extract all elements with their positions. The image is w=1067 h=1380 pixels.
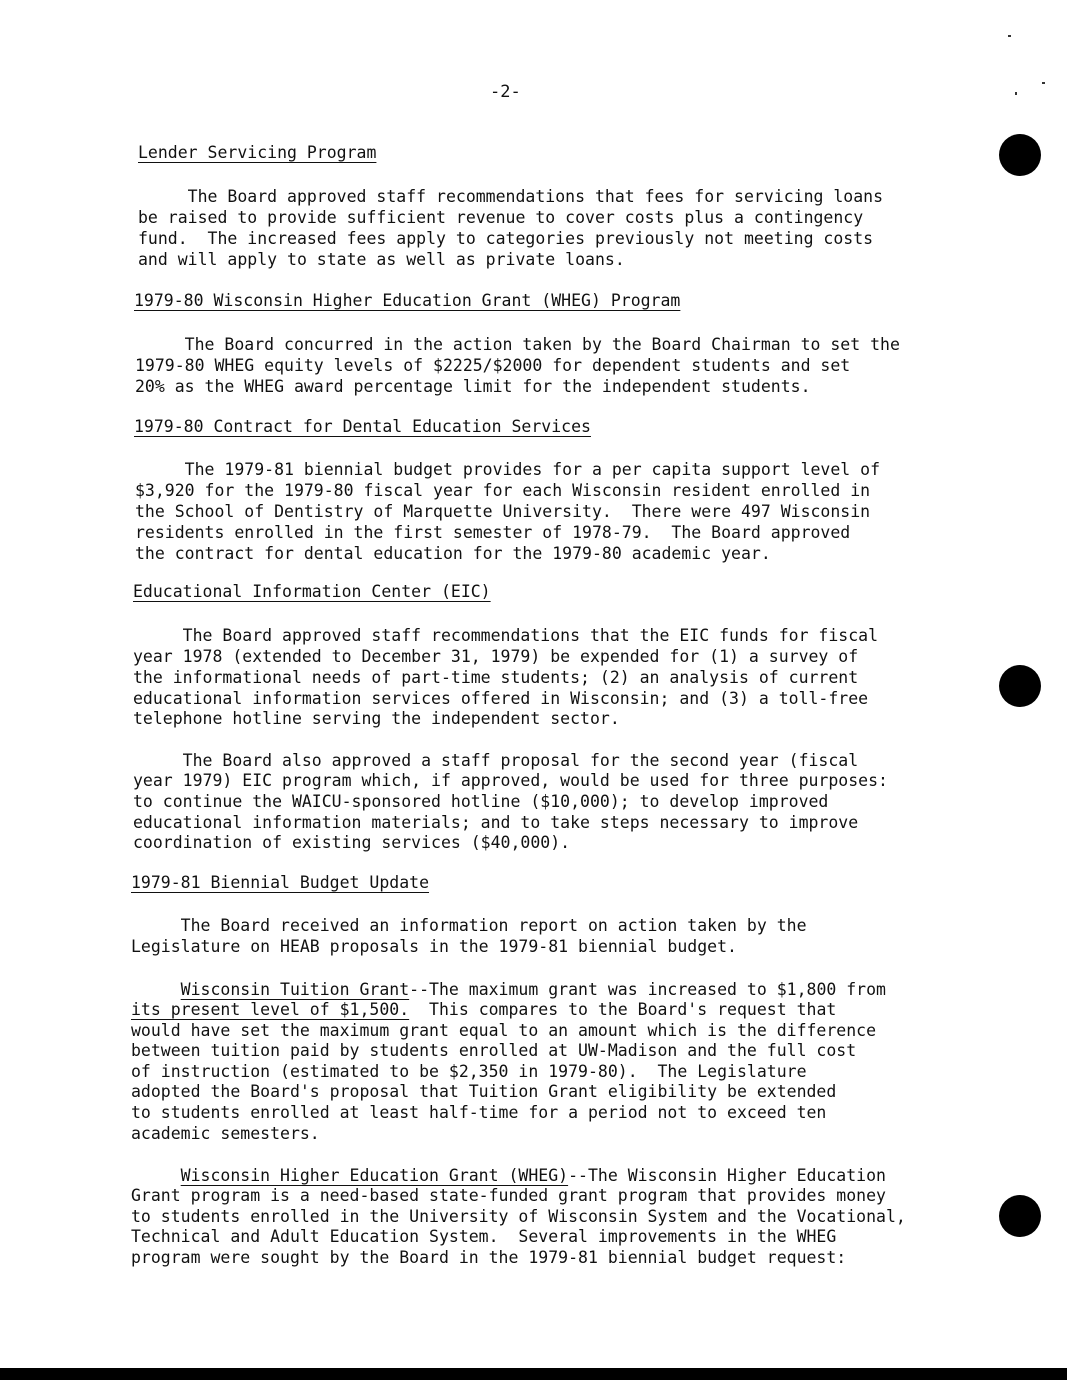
- section-heading-biennial-budget: 1979-81 Biennial Budget Update: [131, 873, 430, 892]
- paragraph-line: of instruction (estimated to be $2,350 in 1979-80). The Legislature: [131, 1062, 807, 1081]
- paragraph-line: The Board approved staff recommendations that the EIC funds for fiscal: [133, 626, 879, 645]
- bottom-scan-border: [0, 1368, 1067, 1380]
- paragraph-line: residents enrolled in the first semester of 1978-79. The Board approved: [135, 523, 851, 542]
- scan-speck: [1015, 92, 1017, 95]
- paragraph-line: to students enrolled in the University of Wisconsin System and the Vocational,: [131, 1207, 906, 1226]
- paragraph-line: fund. The increased fees apply to categories previously not meeting costs: [138, 229, 874, 248]
- scan-speck: [1042, 82, 1045, 84]
- paragraph-line: to students enrolled at least half-time for a period not to exceed ten: [131, 1103, 827, 1122]
- tuition-grant-second-line: [131, 1000, 836, 1019]
- paragraph-line: educational information services offered in Wisconsin; and (3) a toll-free: [133, 689, 869, 708]
- paragraph-line: the contract for dental education for the 1979-80 academic year.: [135, 544, 771, 563]
- punch-hole: [999, 1195, 1041, 1237]
- tuition-grant-second-lead: its present level of $1,500.: [131, 1000, 410, 1019]
- paragraph-line: and will apply to state as well as private loans.: [138, 250, 625, 269]
- wheg-first-rest: --The Wisconsin Higher Education: [568, 1166, 886, 1185]
- paragraph-line: academic semesters.: [131, 1124, 320, 1143]
- paragraph-line: The Board approved staff recommendations that fees for servicing loans: [138, 187, 884, 206]
- paragraph-line: $3,920 for the 1979-80 fiscal year for each Wisconsin resident enrolled in: [135, 481, 871, 500]
- paragraph-line: adopted the Board's proposal that Tuition Grant eligibility be extended: [131, 1082, 837, 1101]
- paragraph-line: Legislature on HEAB proposals in the 1979-81 biennial budget.: [131, 937, 737, 956]
- section-heading-wheg-program: 1979-80 Wisconsin Higher Education Grant (WHEG) Program: [134, 291, 681, 310]
- paragraph-line: 20% as the WHEG award percentage limit for the independent students.: [135, 377, 811, 396]
- tuition-grant-first-rest: --The maximum grant was increased to $1,800 from: [409, 980, 886, 999]
- paragraph-line: The Board also approved a staff proposal for the second year (fiscal: [133, 751, 859, 770]
- paragraph-line: the informational needs of part-time students; (2) an analysis of current: [133, 668, 859, 687]
- paragraph-line: Technical and Adult Education System. Several improvements in the WHEG: [131, 1227, 837, 1246]
- paragraph-line: coordination of existing services ($40,000).: [133, 833, 571, 852]
- paragraph-line: year 1979) EIC program which, if approved, would be used for three purposes:: [133, 771, 888, 790]
- punch-hole: [999, 665, 1041, 707]
- paragraph-line: telephone hotline serving the independent sector.: [133, 709, 620, 728]
- tuition-grant-first-line: [131, 980, 886, 999]
- paragraph-line: be raised to provide sufficient revenue to cover costs plus a contingency: [138, 208, 864, 227]
- paragraph-line: program were sought by the Board in the 1979-81 biennial budget request:: [131, 1248, 847, 1267]
- paragraph-line: to continue the WAICU-sponsored hotline ($10,000); to develop improved: [133, 792, 829, 811]
- paragraph-line: 1979-80 WHEG equity levels of $2225/$2000 for dependent students and set: [135, 356, 851, 375]
- paragraph-line: The Board concurred in the action taken by the Board Chairman to set the: [135, 335, 900, 354]
- page-number: -2-: [490, 82, 521, 102]
- paragraph-line: between tuition paid by students enrolled at UW-Madison and the full cost: [131, 1041, 857, 1060]
- paragraph-line: The 1979-81 biennial budget provides for a per capita support level of: [135, 460, 881, 479]
- section-heading-dental-contract: 1979-80 Contract for Dental Education Services: [134, 417, 591, 436]
- paragraph-line: Grant program is a need-based state-funded grant program that provides money: [131, 1186, 886, 1205]
- punch-hole: [999, 134, 1041, 176]
- section-heading-lender-servicing: Lender Servicing Program: [138, 143, 377, 162]
- section-heading-eic: Educational Information Center (EIC): [133, 582, 491, 601]
- wheg-first-line: [131, 1166, 886, 1185]
- paragraph-line: educational information materials; and to take steps necessary to improve: [133, 813, 859, 832]
- wheg-lead: Wisconsin Higher Education Grant (WHEG): [180, 1166, 569, 1185]
- paragraph-line: would have set the maximum grant equal to an amount which is the difference: [131, 1021, 877, 1040]
- paragraph-line: The Board received an information report on action taken by the: [131, 916, 807, 935]
- tuition-grant-lead: Wisconsin Tuition Grant: [180, 980, 410, 999]
- paragraph-line: year 1978 (extended to December 31, 1979) be expended for (1) a survey of: [133, 647, 859, 666]
- scan-speck: [1008, 35, 1011, 37]
- tuition-grant-second-rest: This compares to the Board's request that: [409, 1000, 837, 1019]
- paragraph-line: the School of Dentistry of Marquette University. There were 497 Wisconsin: [135, 502, 871, 521]
